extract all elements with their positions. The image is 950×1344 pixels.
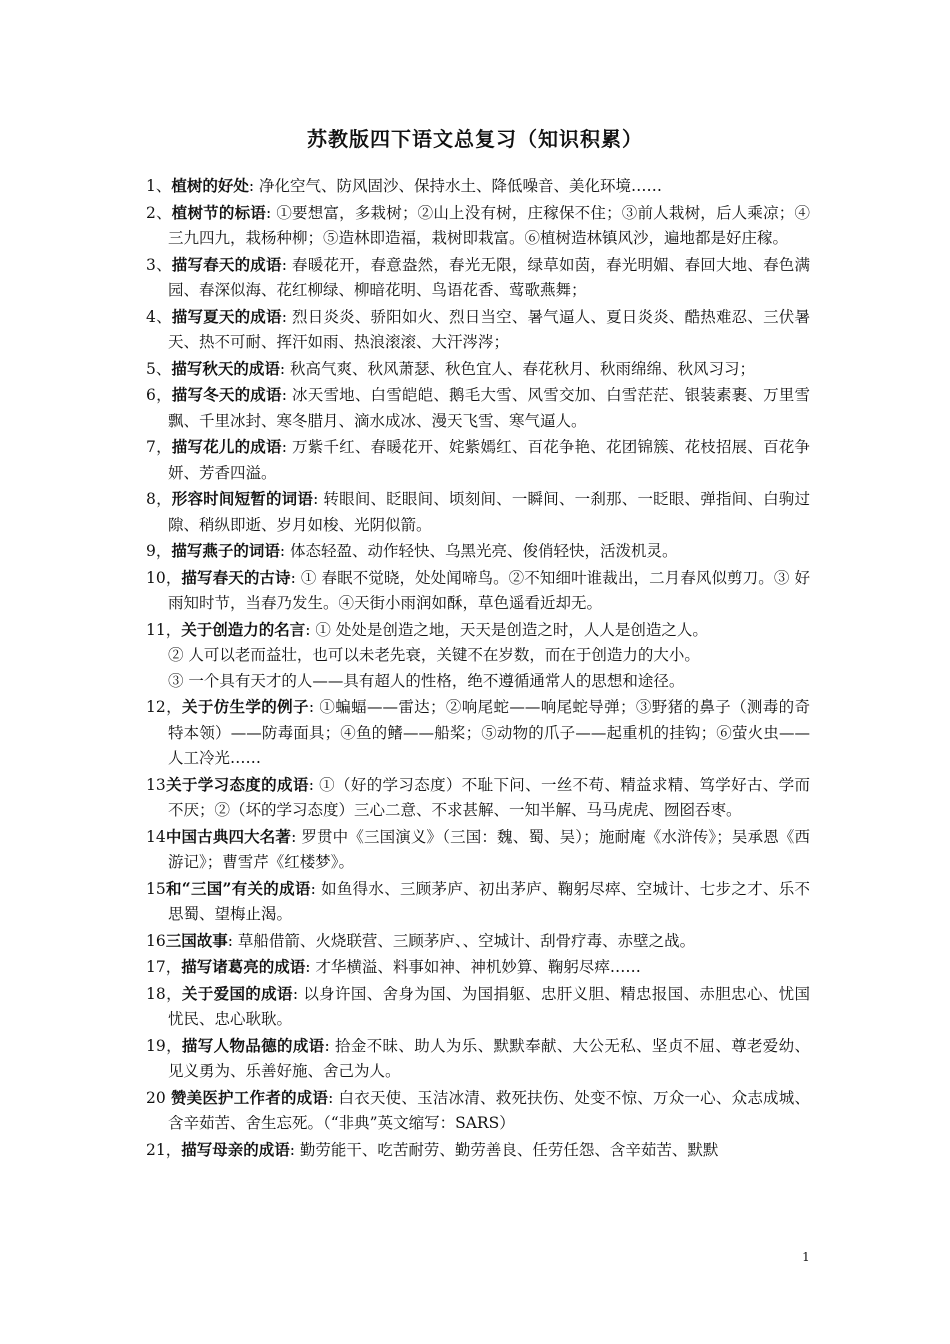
item-number: 10， bbox=[146, 568, 182, 587]
list-item bbox=[146, 486, 810, 538]
item-number: 4、 bbox=[146, 307, 172, 326]
item-label: 关于仿生学的例子 bbox=[181, 697, 309, 716]
item-number: 14 bbox=[146, 827, 166, 846]
item-label: 描写燕子的词语 bbox=[171, 541, 280, 560]
item-number: 15 bbox=[146, 879, 166, 898]
list-item bbox=[146, 538, 810, 565]
item-label: 植树的好处 bbox=[171, 176, 249, 195]
item-text: : 罗贯中《三国演义》（三国：魏、蜀、吴）；施耐庵《水浒传》；吴承恩《西游记》；曹雪芹《红楼梦》。 bbox=[168, 827, 810, 871]
list-item bbox=[146, 824, 810, 876]
item-text: : 拾金不昧、助人为乐、默默奉献、大公无私、坚贞不屈、尊老爱幼、见义勇为、乐善好施、舍己为人。 bbox=[168, 1036, 810, 1080]
item-number: 12， bbox=[146, 698, 182, 716]
item-text: : 才华横溢、料事如神、神机妙算、鞠躬尽瘁…… bbox=[305, 958, 641, 976]
item-text: : 勤劳能干、吃苦耐劳、勤劳善良、任劳任怨、含辛茹苦、默默 bbox=[289, 1140, 719, 1159]
item-number: 18， bbox=[146, 984, 182, 1003]
item-text: : 如鱼得水、三顾茅庐、初出茅庐、鞠躬尽瘁、空城计、七步之才、乐不思蜀、望梅止渴。 bbox=[168, 879, 810, 923]
list-item bbox=[146, 694, 810, 772]
item-number: 8， bbox=[146, 490, 172, 508]
list-item bbox=[146, 356, 810, 383]
item-label: 描写夏天的成语 bbox=[171, 306, 282, 326]
item-label: 中国古典四大名著 bbox=[165, 826, 292, 846]
item-text: : 万紫千红、春暖花开、姹紫嫣红、百花争艳、花团锦簇、花枝招展、百花争妍、芳香四溢。 bbox=[168, 438, 810, 482]
list-item bbox=[146, 981, 810, 1033]
item-label: 关于爱国的成语 bbox=[181, 983, 293, 1003]
list-item bbox=[146, 876, 810, 928]
list-item bbox=[146, 1137, 810, 1164]
item-number: 2、 bbox=[146, 203, 172, 222]
item-label: 关于学习态度的成语 bbox=[165, 774, 309, 794]
item-label: 描写人物品德的成语 bbox=[181, 1035, 325, 1055]
list-item bbox=[146, 200, 810, 252]
item-text: : 春暖花开，春意盎然，春光无限，绿草如茵，春光明媚、春回大地、春色满园、春深似海、花红柳绿、柳暗花明、鸟语花香、莺歌燕舞； bbox=[168, 255, 810, 299]
item-number: 16 bbox=[146, 931, 166, 950]
list-item bbox=[146, 252, 810, 304]
item-number: 21， bbox=[146, 1140, 182, 1159]
list-item bbox=[146, 1033, 810, 1085]
page-number: 1 bbox=[802, 1250, 810, 1264]
item-number: 9， bbox=[146, 542, 172, 560]
list-item bbox=[146, 1085, 810, 1137]
item-label: 形容时间短暂的词语 bbox=[171, 489, 314, 508]
list-item bbox=[146, 617, 810, 644]
item-label: 描写春天的古诗 bbox=[181, 567, 291, 587]
list-item bbox=[146, 173, 810, 200]
item-text: : 烈日炎炎、骄阳如火、烈日当空、暑气逼人、夏日炎炎、酷热难忍、三伏暑天、热不可耐、挥汗如雨、热浪滚滚、大汗涔涔； bbox=[168, 307, 810, 351]
quote-line: ③ 一个具有天才的人——具有超人的性格，绝不遵循通常人的思想和途径。 bbox=[168, 671, 685, 690]
item-number: 7， bbox=[146, 438, 172, 456]
item-label: 描写春天的成语 bbox=[171, 254, 282, 274]
item-label: 描写秋天的成语 bbox=[171, 358, 280, 378]
list-item bbox=[146, 954, 810, 981]
item-number: 17， bbox=[146, 958, 182, 976]
quote-line: ② 人可以老而益壮，也可以未老先衰，关键不在岁数，而在于创造力的大小。 bbox=[168, 646, 700, 664]
item-label: 描写冬天的成语 bbox=[171, 385, 282, 404]
item-label: 描写母亲的成语 bbox=[181, 1139, 290, 1159]
item-label: 描写诸葛亮的成语 bbox=[181, 957, 306, 976]
item-label: 植树节的标语 bbox=[171, 202, 266, 222]
item-text: : ①（好的学习态度）不耻下问、一丝不苟、精益求精、笃学好古、学而不厌；②（坏的学习态度）三心二意、不求甚解、一知半解、马马虎虎、囫囵吞枣。 bbox=[168, 775, 810, 819]
item-text: : 白衣天使、玉洁冰清、救死扶伤、处变不惊、万众一心、众志成城、含辛茹苦、舍生忘死。（“非典”英文缩写：SARS） bbox=[168, 1088, 810, 1132]
item-text: : 草船借箭、火烧联营、三顾茅庐、、空城计、刮骨疗毒、赤壁之战。 bbox=[227, 931, 696, 950]
item-text: : ①要想富，多栽树；②山上没有树，庄稼保不住；③前人栽树，后人乘凉；④三九四九，栽杨种柳；⑤造林即造福，栽树即栽富。⑥植树造林镇风沙，遍地都是好庄稼。 bbox=[168, 203, 810, 247]
item-label: 和“三国”有关的成语 bbox=[165, 878, 311, 898]
item-text: : 秋高气爽、秋风萧瑟、秋色宜人、春花秋月、秋雨绵绵、秋风习习； bbox=[279, 359, 756, 378]
item-number: 6， bbox=[146, 386, 172, 404]
list-item bbox=[146, 565, 810, 617]
item-number: 11， bbox=[146, 620, 182, 639]
item-label: 赞美医护工作者的成语 bbox=[170, 1087, 329, 1107]
item-label: 关于创造力的名言 bbox=[181, 619, 306, 639]
list-item bbox=[146, 928, 810, 955]
document-body bbox=[146, 173, 810, 1163]
page-title: 苏教版四下语文总复习（知识积累） bbox=[307, 127, 643, 151]
item-text: : ① 春眠不觉晓，处处闻啼鸟。②不知细叶谁裁出，二月春风似剪刀。③ 好雨知时节，当春乃发生。④天街小雨润如酥，草色遥看近却无。 bbox=[168, 568, 810, 612]
item-label: 三国故事 bbox=[165, 930, 228, 950]
item-number: 5、 bbox=[146, 359, 172, 378]
item-text: : ① 处处是创造之地，天天是创造之时，人人是创造之人。 bbox=[305, 620, 708, 639]
item-text: : 冰天雪地、白雪皑皑、鹅毛大雪、风雪交加、白雪茫茫、银装素裹、万里雪飘、千里冰封、寒冬腊月、滴水成冰、漫天飞雪、寒气逼人。 bbox=[168, 386, 810, 430]
item-text: : 转眼间、眨眼间、顷刻间、一瞬间、一刹那、一眨眼、弹指间、白驹过隙、稍纵即逝、岁月如梭、光阴似箭。 bbox=[168, 490, 810, 534]
list-item bbox=[146, 772, 810, 824]
item-number: 3、 bbox=[146, 255, 172, 274]
item-text: : 以身许国、舍身为国、为国捐躯、忠肝义胆、精忠报国、赤胆忠心、忧国忧民、忠心耿耿。 bbox=[168, 984, 810, 1028]
item-number: 20 bbox=[146, 1088, 171, 1107]
item-text: : 体态轻盈、动作轻快、乌黑光亮、俊俏轻快，活泼机灵。 bbox=[279, 542, 678, 560]
item-text: : ①蝙蝠——雷达；②响尾蛇——响尾蛇导弹；③野猪的鼻子（测毒的奇特本领）——防毒面具；④鱼的鳍——船桨；⑤动物的爪子——起重机的挂钩；⑥萤火虫——人工冷光…… bbox=[168, 698, 810, 767]
item-number: 19， bbox=[146, 1036, 182, 1055]
item-text: : 净化空气、防风固沙、保持水土、降低噪音、美化环境…… bbox=[248, 177, 663, 195]
list-item bbox=[146, 382, 810, 434]
item-label: 描写花儿的成语 bbox=[171, 437, 282, 456]
list-item bbox=[146, 304, 810, 356]
list-item bbox=[146, 434, 810, 486]
item-number: 1、 bbox=[146, 177, 172, 195]
item-number: 13 bbox=[146, 775, 166, 794]
